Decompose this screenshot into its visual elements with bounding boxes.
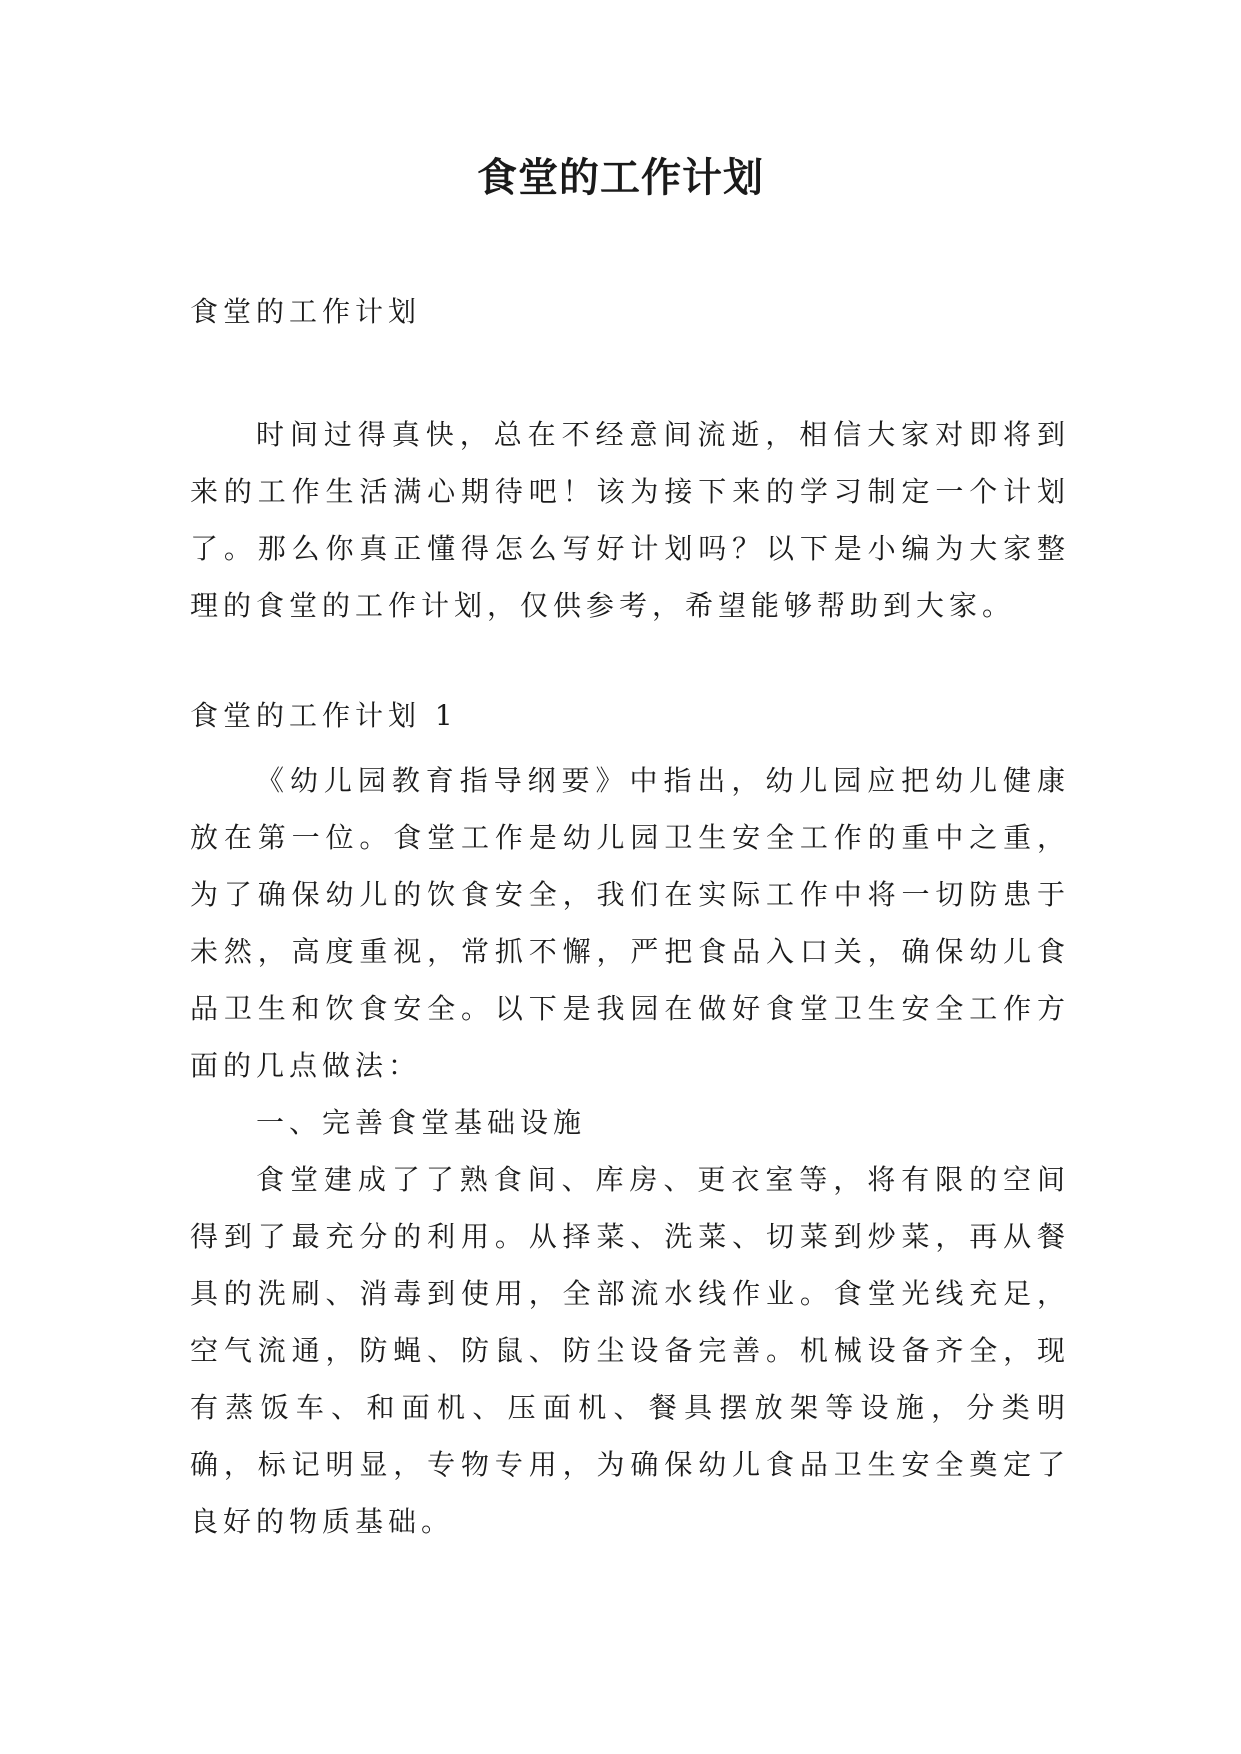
subsection-heading: 一、完善食堂基础设施 [256,1106,587,1139]
section-paragraph: 食堂建成了了熟食间、库房、更衣室等，将有限的空间得到了最充分的利用。从择菜、洗菜、切菜到炒菜，再从餐具的洗刷、消毒到使用，全部流水线作业。食堂光线充足，空气流通，防蝇、防鼠、防尘设备完善。机械设备齐全，现有蒸饭车、和面机、压面机、餐具摆放架等设施，分类明确，标记明显，专物专用，为确保幼儿食品卫生安全奠定了良好的物质基础。 [190,1163,1070,1538]
section-heading: 食堂的工作计划 1 [190,699,458,732]
document-title: 食堂的工作计划 [477,154,764,201]
section-body [190,752,1070,1550]
document-subtitle: 食堂的工作计划 [190,295,422,328]
intro-paragraph: 时间过得真快，总在不经意间流逝，相信大家对即将到来的工作生活满心期待吧！该为接下来的学习制定一个计划了。那么你真正懂得怎么写好计划吗？以下是小编为大家整理的食堂的工作计划，仅供参考，希望能够帮助到大家。 [190,418,1070,622]
section-paragraph: 《幼儿园教育指导纲要》中指出，幼儿园应把幼儿健康放在第一位。食堂工作是幼儿园卫生安全工作的重中之重，为了确保幼儿的饮食安全，我们在实际工作中将一切防患于未然，高度重视，常抓不懈，严把食品入口关，确保幼儿食品卫生和饮食安全。以下是我园在做好食堂卫生安全工作方面的几点做法： [190,764,1070,1082]
